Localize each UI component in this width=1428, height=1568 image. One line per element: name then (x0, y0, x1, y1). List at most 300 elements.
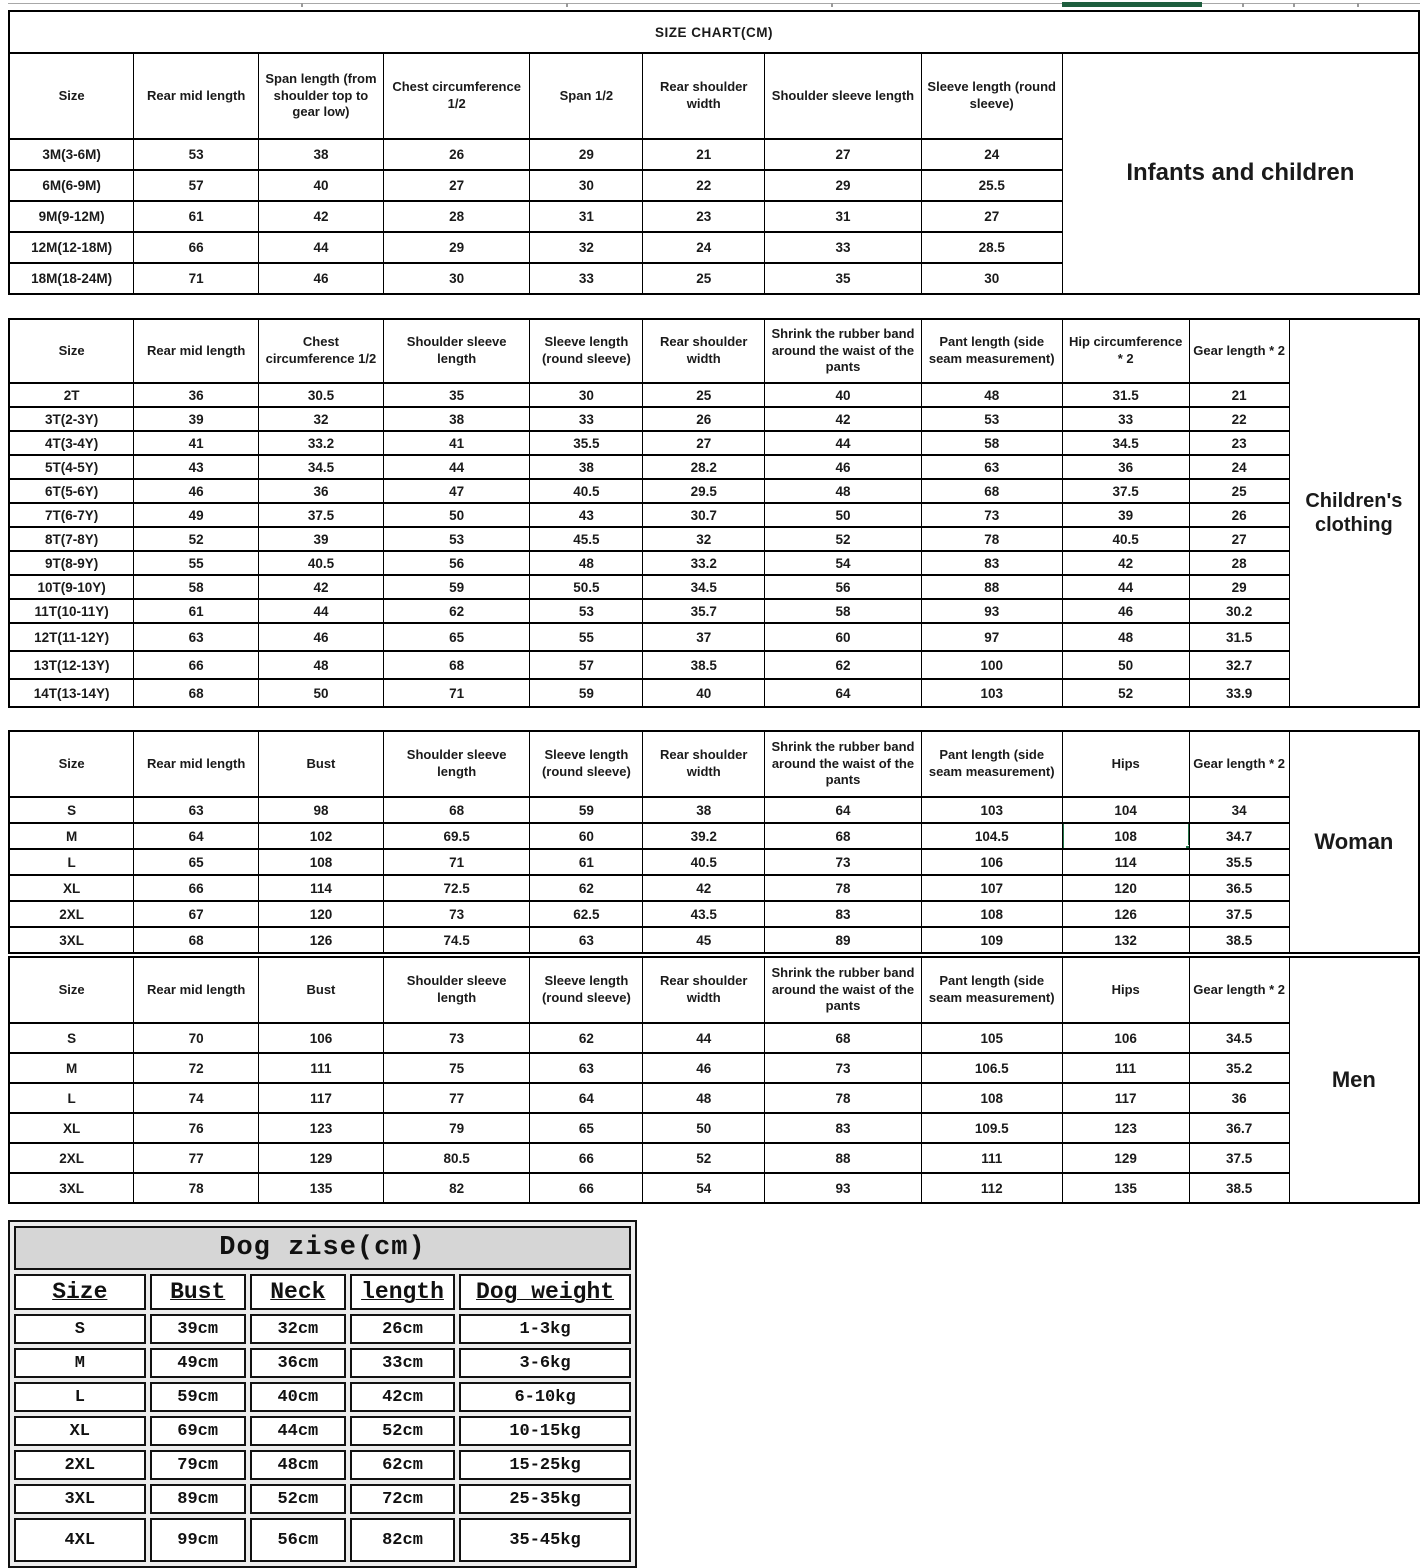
column-header: Dog weight (459, 1274, 631, 1310)
value-cell: 108 (259, 849, 384, 875)
column-header: Shrink the rubber band around the waist of the pants (765, 319, 922, 383)
value-cell: 112 (921, 1173, 1062, 1203)
value-cell: 32 (530, 232, 643, 263)
value-cell: 53 (134, 139, 259, 170)
value-cell: 30 (530, 383, 643, 407)
value-cell: 111 (921, 1143, 1062, 1173)
value-cell: 30.5 (259, 383, 384, 407)
value-cell: 27 (1189, 527, 1289, 551)
value-cell: 108 (921, 1083, 1062, 1113)
size-cell: 2XL (14, 1450, 146, 1480)
size-cell: 12T(11-12Y) (9, 623, 134, 651)
value-cell: 52 (643, 1143, 765, 1173)
value-cell: 93 (765, 1173, 922, 1203)
column-header: Sleeve length (round sleeve) (530, 319, 643, 383)
value-cell: 57 (530, 651, 643, 679)
value-cell: 48 (1062, 623, 1189, 651)
size-cell: 18M(18-24M) (9, 263, 134, 294)
column-header: Bust (259, 731, 384, 797)
value-cell: 37.5 (1189, 901, 1289, 927)
value-cell: 135 (259, 1173, 384, 1203)
value-cell: 58 (921, 431, 1062, 455)
value-cell: 33.2 (643, 551, 765, 575)
value-cell: 27 (383, 170, 530, 201)
value-cell: 33cm (350, 1348, 455, 1378)
value-cell: 46 (1062, 599, 1189, 623)
grid-tick (1357, 3, 1359, 7)
value-cell: 50 (1062, 651, 1189, 679)
value-cell: 117 (259, 1083, 384, 1113)
value-cell: 47 (383, 479, 530, 503)
value-cell: 63 (134, 797, 259, 823)
size-cell: 9T(8-9Y) (9, 551, 134, 575)
size-cell: 3XL (9, 927, 134, 953)
column-header: Chest circumference 1/2 (259, 319, 384, 383)
size-chart-title: SIZE CHART(CM) (9, 11, 1419, 53)
value-cell: 99cm (150, 1518, 246, 1562)
value-cell: 64 (530, 1083, 643, 1113)
value-cell: 40.5 (643, 849, 765, 875)
value-cell: 39 (1062, 503, 1189, 527)
value-cell: 72cm (350, 1484, 455, 1514)
value-cell: 71 (383, 679, 530, 707)
value-cell: 111 (1062, 1053, 1189, 1083)
value-cell: 65 (530, 1113, 643, 1143)
value-cell: 66 (530, 1173, 643, 1203)
value-cell: 68 (921, 479, 1062, 503)
value-cell: 77 (383, 1083, 530, 1113)
value-cell: 34.7 (1189, 823, 1289, 849)
value-cell: 114 (259, 875, 384, 901)
value-cell: 41 (134, 431, 259, 455)
value-cell: 126 (259, 927, 384, 953)
value-cell: 58 (765, 599, 922, 623)
value-cell: 77 (134, 1143, 259, 1173)
value-cell: 38.5 (1189, 1173, 1289, 1203)
size-cell: 4XL (14, 1518, 146, 1562)
value-cell: 80.5 (383, 1143, 530, 1173)
column-header: Size (9, 319, 134, 383)
size-cell: 6T(5-6Y) (9, 479, 134, 503)
value-cell: 68 (383, 797, 530, 823)
value-cell: 83 (765, 1113, 922, 1143)
size-cell: L (14, 1382, 146, 1412)
value-cell: 83 (765, 901, 922, 927)
column-header: Rear shoulder width (643, 957, 765, 1023)
value-cell: 29 (1189, 575, 1289, 599)
value-cell: 48 (259, 651, 384, 679)
column-header: Rear mid length (134, 957, 259, 1023)
value-cell: 33 (530, 263, 643, 294)
value-cell: 44cm (250, 1416, 346, 1446)
column-header: Pant length (side seam measurement) (921, 957, 1062, 1023)
value-cell: 31 (765, 201, 922, 232)
value-cell: 43 (134, 455, 259, 479)
value-cell: 42 (643, 875, 765, 901)
value-cell: 59 (530, 797, 643, 823)
value-cell: 62.5 (530, 901, 643, 927)
column-header: Size (9, 957, 134, 1023)
value-cell: 41 (383, 431, 530, 455)
value-cell: 73 (383, 1023, 530, 1053)
column-header: Bust (150, 1274, 246, 1310)
value-cell: 35.5 (1189, 849, 1289, 875)
size-cell: 8T(7-8Y) (9, 527, 134, 551)
value-cell: 73 (765, 1053, 922, 1083)
column-header: Sleeve length (round sleeve) (921, 53, 1062, 139)
value-cell: 25 (1189, 479, 1289, 503)
size-cell: XL (14, 1416, 146, 1446)
value-cell: 64 (134, 823, 259, 849)
value-cell: 71 (134, 263, 259, 294)
value-cell: 72.5 (383, 875, 530, 901)
value-cell: 28 (1189, 551, 1289, 575)
value-cell: 66 (134, 651, 259, 679)
spreadsheet-top-gridline (8, 3, 1420, 10)
value-cell: 37.5 (1062, 479, 1189, 503)
value-cell: 27 (765, 139, 922, 170)
value-cell: 50 (765, 503, 922, 527)
value-cell: 30 (383, 263, 530, 294)
size-cell: 6M(6-9M) (9, 170, 134, 201)
value-cell: 44 (259, 599, 384, 623)
value-cell: 6-10kg (459, 1382, 631, 1412)
value-cell: 83 (921, 551, 1062, 575)
value-cell: 120 (259, 901, 384, 927)
value-cell: 25 (643, 263, 765, 294)
value-cell: 89cm (150, 1484, 246, 1514)
column-header: Rear shoulder width (643, 53, 765, 139)
value-cell: 42 (765, 407, 922, 431)
value-cell: 104 (1062, 797, 1189, 823)
value-cell: 73 (921, 503, 1062, 527)
column-header: Size (14, 1274, 146, 1310)
value-cell: 63 (921, 455, 1062, 479)
value-cell: 105 (921, 1023, 1062, 1053)
size-cell: 3M(3-6M) (9, 139, 134, 170)
value-cell: 88 (921, 575, 1062, 599)
value-cell: 32 (259, 407, 384, 431)
column-header: Hips (1062, 731, 1189, 797)
value-cell: 68 (134, 927, 259, 953)
value-cell: 34 (1189, 797, 1289, 823)
value-cell: 88 (765, 1143, 922, 1173)
infants-category-label: Infants and children (1062, 53, 1419, 294)
value-cell: 70 (134, 1023, 259, 1053)
value-cell: 106 (1062, 1023, 1189, 1053)
column-header: Hips (1062, 957, 1189, 1023)
value-cell: 69cm (150, 1416, 246, 1446)
column-header: length (350, 1274, 455, 1310)
value-cell: 73 (383, 901, 530, 927)
size-cell: S (9, 797, 134, 823)
column-header: Shoulder sleeve length (383, 731, 530, 797)
size-cell: 3XL (9, 1173, 134, 1203)
value-cell: 31.5 (1062, 383, 1189, 407)
size-cell: 7T(6-7Y) (9, 503, 134, 527)
size-cell: 2XL (9, 1143, 134, 1173)
size-cell: 10T(9-10Y) (9, 575, 134, 599)
value-cell: 114 (1062, 849, 1189, 875)
value-cell: 40.5 (259, 551, 384, 575)
value-cell: 25-35kg (459, 1484, 631, 1514)
selected-cell: 108 (1062, 823, 1189, 849)
value-cell: 46 (765, 455, 922, 479)
value-cell: 40 (765, 383, 922, 407)
value-cell: 28 (383, 201, 530, 232)
value-cell: 50 (383, 503, 530, 527)
men-size-table (8, 956, 1420, 1204)
column-header: Rear mid length (134, 53, 259, 139)
grid-tick (301, 3, 303, 7)
value-cell: 76 (134, 1113, 259, 1143)
value-cell: 57 (134, 170, 259, 201)
value-cell: 38 (383, 407, 530, 431)
value-cell: 53 (530, 599, 643, 623)
value-cell: 43.5 (643, 901, 765, 927)
value-cell: 27 (921, 201, 1062, 232)
value-cell: 25.5 (921, 170, 1062, 201)
value-cell: 103 (921, 797, 1062, 823)
value-cell: 79 (383, 1113, 530, 1143)
value-cell: 52cm (350, 1416, 455, 1446)
value-cell: 64 (765, 797, 922, 823)
value-cell: 74.5 (383, 927, 530, 953)
value-cell: 44 (1062, 575, 1189, 599)
value-cell: 34.5 (643, 575, 765, 599)
value-cell: 34.5 (1189, 1023, 1289, 1053)
size-cell: 3T(2-3Y) (9, 407, 134, 431)
value-cell: 36 (259, 479, 384, 503)
value-cell: 35-45kg (459, 1518, 631, 1562)
value-cell: 48 (921, 383, 1062, 407)
value-cell: 69.5 (383, 823, 530, 849)
value-cell: 55 (134, 551, 259, 575)
value-cell: 34.5 (259, 455, 384, 479)
column-header: Hip circumference * 2 (1062, 319, 1189, 383)
value-cell: 33.2 (259, 431, 384, 455)
grid-tick (566, 3, 568, 7)
column-header: Rear mid length (134, 731, 259, 797)
woman-size-table (8, 730, 1420, 954)
value-cell: 36.5 (1189, 875, 1289, 901)
value-cell: 109.5 (921, 1113, 1062, 1143)
size-cell: L (9, 849, 134, 875)
grid-tick (1293, 3, 1295, 7)
value-cell: 29 (765, 170, 922, 201)
value-cell: 102 (259, 823, 384, 849)
value-cell: 42 (259, 201, 384, 232)
value-cell: 21 (643, 139, 765, 170)
value-cell: 117 (1062, 1083, 1189, 1113)
size-cell: XL (9, 875, 134, 901)
value-cell: 30 (921, 263, 1062, 294)
value-cell: 36 (1062, 455, 1189, 479)
column-header: Pant length (side seam measurement) (921, 319, 1062, 383)
size-cell: 5T(4-5Y) (9, 455, 134, 479)
size-cell: M (9, 823, 134, 849)
value-cell: 107 (921, 875, 1062, 901)
size-cell: 3XL (14, 1484, 146, 1514)
value-cell: 68 (765, 823, 922, 849)
column-header: Gear length * 2 (1189, 957, 1289, 1023)
value-cell: 78 (134, 1173, 259, 1203)
column-header: Size (9, 53, 134, 139)
value-cell: 106 (259, 1023, 384, 1053)
value-cell: 62 (530, 1023, 643, 1053)
column-header: Shrink the rubber band around the waist of the pants (765, 731, 922, 797)
value-cell: 48 (765, 479, 922, 503)
value-cell: 52 (134, 527, 259, 551)
value-cell: 37.5 (1189, 1143, 1289, 1173)
value-cell: 23 (1189, 431, 1289, 455)
value-cell: 35 (383, 383, 530, 407)
value-cell: 42cm (350, 1382, 455, 1412)
value-cell: 44 (383, 455, 530, 479)
value-cell: 35.2 (1189, 1053, 1289, 1083)
value-cell: 46 (134, 479, 259, 503)
value-cell: 31 (530, 201, 643, 232)
value-cell: 78 (765, 875, 922, 901)
value-cell: 50.5 (530, 575, 643, 599)
value-cell: 38 (259, 139, 384, 170)
value-cell: 66 (134, 232, 259, 263)
value-cell: 26 (643, 407, 765, 431)
value-cell: 56cm (250, 1518, 346, 1562)
value-cell: 61 (134, 599, 259, 623)
value-cell: 1-3kg (459, 1314, 631, 1344)
column-header: Shoulder sleeve length (383, 957, 530, 1023)
value-cell: 60 (530, 823, 643, 849)
value-cell: 63 (530, 1053, 643, 1083)
value-cell: 45 (643, 927, 765, 953)
value-cell: 64 (765, 679, 922, 707)
value-cell: 126 (1062, 901, 1189, 927)
value-cell: 37 (643, 623, 765, 651)
value-cell: 10-15kg (459, 1416, 631, 1446)
value-cell: 61 (134, 201, 259, 232)
value-cell: 72 (134, 1053, 259, 1083)
value-cell: 129 (259, 1143, 384, 1173)
value-cell: 28.2 (643, 455, 765, 479)
column-header: Sleeve length (round sleeve) (530, 957, 643, 1023)
value-cell: 40.5 (530, 479, 643, 503)
value-cell: 40 (643, 679, 765, 707)
value-cell: 67 (134, 901, 259, 927)
size-cell: S (14, 1314, 146, 1344)
value-cell: 53 (921, 407, 1062, 431)
children-size-table (8, 318, 1420, 708)
column-header: Shoulder sleeve length (765, 53, 922, 139)
value-cell: 45.5 (530, 527, 643, 551)
value-cell: 59cm (150, 1382, 246, 1412)
value-cell: 25 (643, 383, 765, 407)
value-cell: 97 (921, 623, 1062, 651)
size-cell: XL (9, 1113, 134, 1143)
value-cell: 42 (1062, 551, 1189, 575)
value-cell: 62 (765, 651, 922, 679)
value-cell: 46 (259, 263, 384, 294)
size-chart-page (8, 0, 1420, 1568)
column-header: Bust (259, 957, 384, 1023)
value-cell: 34.5 (1062, 431, 1189, 455)
value-cell: 44 (765, 431, 922, 455)
column-header: Pant length (side seam measurement) (921, 731, 1062, 797)
value-cell: 106.5 (921, 1053, 1062, 1083)
value-cell: 56 (383, 551, 530, 575)
selection-range-bar (1062, 2, 1202, 7)
value-cell: 48cm (250, 1450, 346, 1480)
value-cell: 36 (1189, 1083, 1289, 1113)
value-cell: 24 (1189, 455, 1289, 479)
value-cell: 120 (1062, 875, 1189, 901)
value-cell: 58 (134, 575, 259, 599)
value-cell: 62cm (350, 1450, 455, 1480)
grid-tick (1242, 3, 1244, 7)
value-cell: 24 (921, 139, 1062, 170)
value-cell: 30.7 (643, 503, 765, 527)
value-cell: 73 (765, 849, 922, 875)
value-cell: 32cm (250, 1314, 346, 1344)
value-cell: 46 (259, 623, 384, 651)
men-category-label: Men (1289, 957, 1419, 1203)
value-cell: 22 (1189, 407, 1289, 431)
value-cell: 36.7 (1189, 1113, 1289, 1143)
value-cell: 89 (765, 927, 922, 953)
column-header: Sleeve length (round sleeve) (530, 731, 643, 797)
size-cell: L (9, 1083, 134, 1113)
size-cell: 9M(9-12M) (9, 201, 134, 232)
value-cell: 31.5 (1189, 623, 1289, 651)
column-header: Gear length * 2 (1189, 731, 1289, 797)
value-cell: 129 (1062, 1143, 1189, 1173)
size-cell: M (9, 1053, 134, 1083)
value-cell: 35.5 (530, 431, 643, 455)
value-cell: 68 (765, 1023, 922, 1053)
value-cell: 40.5 (1062, 527, 1189, 551)
column-header: Neck (250, 1274, 346, 1310)
value-cell: 65 (134, 849, 259, 875)
value-cell: 3-6kg (459, 1348, 631, 1378)
value-cell: 65 (383, 623, 530, 651)
size-cell: 2XL (9, 901, 134, 927)
value-cell: 108 (921, 901, 1062, 927)
value-cell: 42 (259, 575, 384, 599)
value-cell: 71 (383, 849, 530, 875)
value-cell: 39 (134, 407, 259, 431)
value-cell: 35 (765, 263, 922, 294)
value-cell: 38 (643, 797, 765, 823)
value-cell: 104.5 (921, 823, 1062, 849)
column-header: Shrink the rubber band around the waist of the pants (765, 957, 922, 1023)
children-category-label: Children's clothing (1289, 319, 1419, 707)
size-cell: 12M(12-18M) (9, 232, 134, 263)
value-cell: 22 (643, 170, 765, 201)
value-cell: 48 (643, 1083, 765, 1113)
value-cell: 50 (259, 679, 384, 707)
value-cell: 61 (530, 849, 643, 875)
value-cell: 29.5 (643, 479, 765, 503)
dog-size-table (8, 1220, 637, 1568)
size-cell: 13T(12-13Y) (9, 651, 134, 679)
value-cell: 44 (643, 1023, 765, 1053)
value-cell: 38 (530, 455, 643, 479)
value-cell: 28.5 (921, 232, 1062, 263)
woman-category-label: Woman (1289, 731, 1419, 953)
value-cell: 60 (765, 623, 922, 651)
value-cell: 54 (643, 1173, 765, 1203)
value-cell: 39 (259, 527, 384, 551)
